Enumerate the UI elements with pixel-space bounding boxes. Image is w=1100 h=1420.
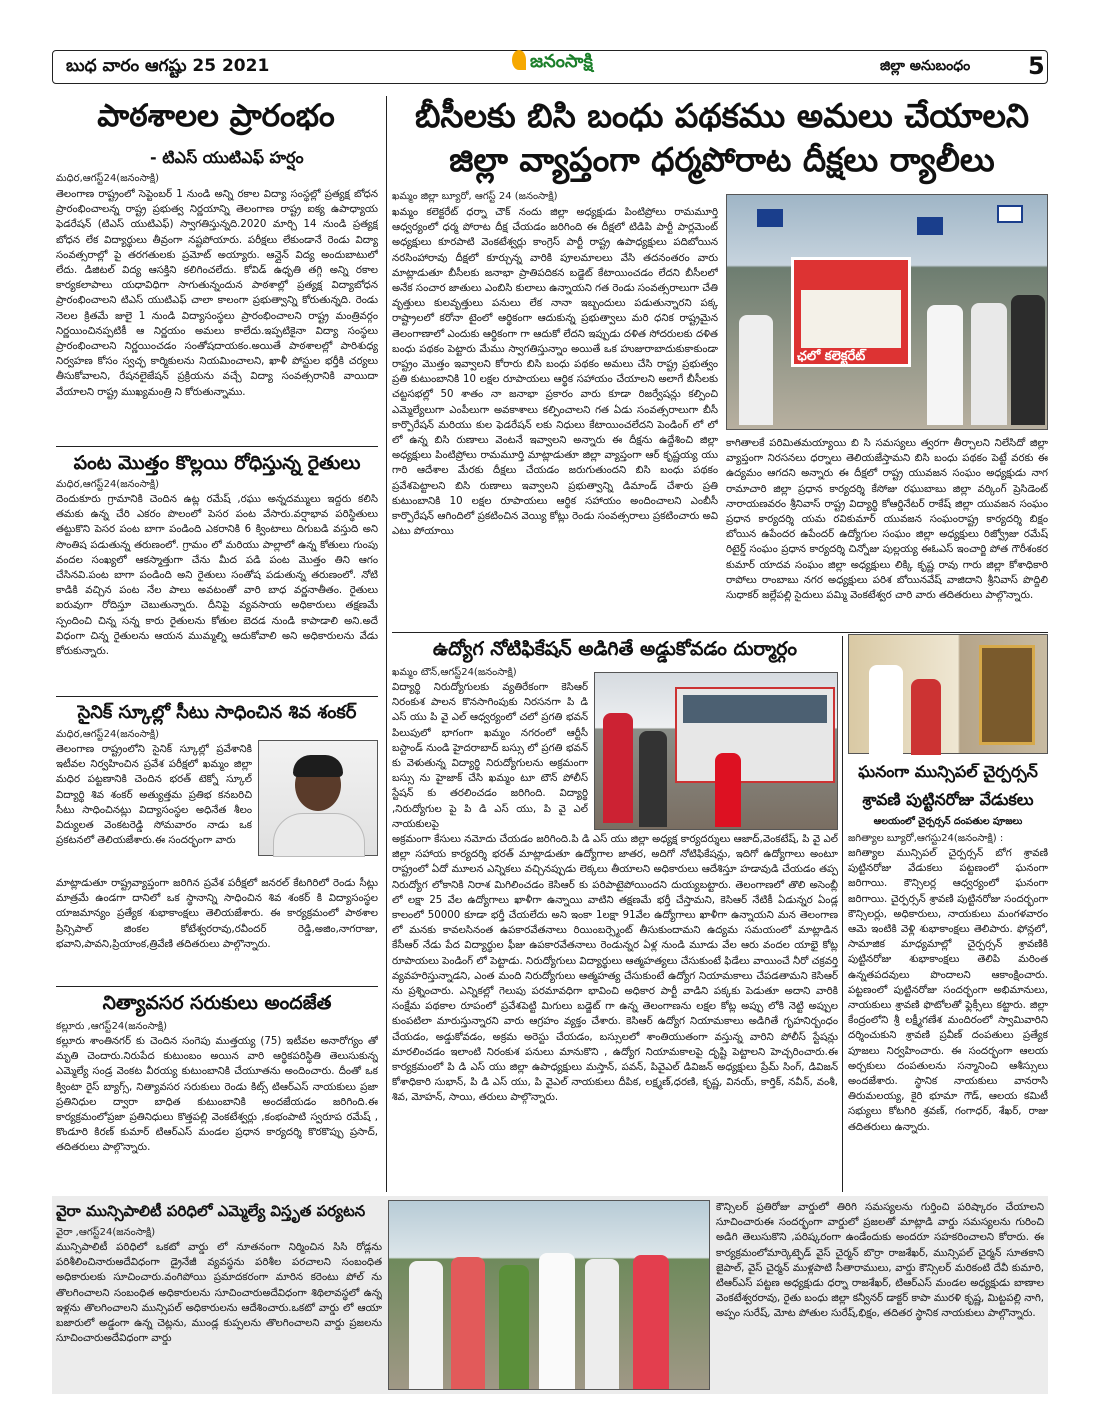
left-story-4-headline: నిత్యావసర సరుకులు అందజేత	[102, 992, 332, 1014]
right-story-dateline: జగిత్యాల బ్యూరో,ఆగస్టు24(జనంసాక్షి) :	[848, 833, 1004, 844]
person-figure	[633, 1255, 669, 1389]
rally-photo	[726, 194, 1048, 430]
right-story-headline-1: ఘనంగా మున్సిపల్ చైర్పర్సన్	[858, 762, 1038, 781]
top-story-headline-1: బీసీలకు బిసి బంధు పథకము అమలు చేయాలని	[414, 96, 1030, 135]
left-story-3-body: మాట్లాడుతూ రాష్ట్రవ్యాప్తంగా జరిగిన ప్రవేశ పరీక్షలో జనరల్ కేటగిరిలో రెండు సీట్లు మాత్రమే ఉండగా దానిలో ఒక స్థానాన్ని సాధించిన శివ శంకర్ కి విద్యాసంస్థల యాజమాన్యం ప్రత్యేక శుభాకాంక్షలు తెలియజేశారు. ఈ కార్యక్రమంలో పాఠశాల ప్రిన్సిపాల్ జింకల కోటేశ్వరరావు,రవీందర్ రెడ్డి,అజిం,నాగరాజు, భవాని,పావని,ప్రియాంక,త్రివేణి తదితరులు పాల్గొన్నారు.	[56, 878, 378, 950]
bottom-story-body-right: కౌన్సిలర్ ప్రతిరోజు వార్డులో తిరిగి సమస్యలను గుర్తించి పరిష్కారం చేయాలని సూచించారుఈ సందర్భంగా వార్డులో ప్రజలతో మాట్లాడి వార్డు సమస్యలను గురించి అడిగి తెలుసుకొని ,పరిష్కరంగా ఉండేందుకు అందరూ సహకరించాలని కోరారు. ఈ కార్యక్రమంలోమార్కెట్ఫెడ్ వైస్ చైర్మన్ బొర్రా రాజశేఖర్, మున్సిపల్ చైర్మన్ సూతకాని జైపాల్, వైస్ చైర్మన్ ముళ్లపాటి సీతారాములు, వార్డు కౌన్సిలర్ మరికంటి దేవీ కుమారి, టిఆర్ఎస్ పట్టణ అధ్యక్షుడు ధర్నా రాజశేఖర్, టిఆర్ఎస్ మండల అధ్యక్షుడు బాణాల వెంకటేశ్వరరావు, రైతు బంధు జిల్లా కన్వీనర్ డాక్టర్ కాపా మురళి కృష్ణ, మిట్టపల్లి నాగి, అప్పం సురేష్, మోట పోతుల సురేష్,భిక్షం, తదితర స్థానిక నాయకులు పాల్గొన్నారు.	[716, 1202, 1044, 1320]
protester-figure	[971, 303, 1007, 425]
bottom-story-dateline: వైరా ,ఆగస్ట్24(జనంసాక్షి)	[56, 1227, 156, 1238]
bottom-story-body: మున్సిపాలిటీ పరిధిలో ఒకటో వార్డు లో నూతనంగా నిర్మించిన సిసి రోడ్లను పరిశీలించినారుఅదేవిధంగా డ్రైనేజీ వ్యవస్థను పరిశీల పరచాలని సంబంధిత అధికారులకు సూచించారు.వంగిపోయి ప్రమాదకరంగా మారిన కరెంటు పోల్ ను తొలగించాలని సంబంధిత అధికారులను సూచించారుఅదేవిధంగా శిథిలావస్థలో ఉన్న ఇళ్లను తొలగించాలని మున్సిపల్ అధికారులను ఆదేశించారు.ఒకటో వార్డు లో ఆయా బజారులో అడ్డంగా ఉన్న చెట్లను, ముండ్ల కుప్పలను తొలగించాలని వార్డు ప్రజలను సూచించారుఅదేవిధంగా వార్డు	[56, 1242, 382, 1345]
logo-leaf-icon	[512, 50, 526, 70]
left-story-1-headline: పాఠశాలల ప్రారంభం	[97, 98, 335, 134]
left-story-4-body: కల్లూరు శాంతినగర్ కు చెందిన సంగెపు ముత్తయ్య (75) ఇటీవల అనారోగ్యం తో మృతి చెందారు.నిరుపేద కుటుంబం అయిన వారి ఆర్థికపరిస్థితి తెలుసుకున్న ఎమ్మెల్యే సండ్ర వెంకట వీరయ్య కుటుంబానికి చేయూతను అందించారు. దీంతో ఒక క్వింటా రైస్ బ్యాగ్స్, నిత్యావసర సరుకులు రెండు కిట్స్ టిఆర్ఎస్ నాయకులు ప్రజా ప్రతినిధుల ద్వారా బాధిత కుటుంబానికి అందజేయడం జరిగింది.ఈ కార్యక్రమంలోప్రజా ప్రతినిధులు కొత్తపల్లి వెంకటేశ్వర్లు ,కంభంపాటి స్వరూప రమేష్ , కొండూరి కిరణ్ కుమార్ టిఆర్ఎస్ మండల ప్రధాన కార్యదర్శి కొరకొప్పు ప్రసాద్, తదితరులు పాల్గొన్నారు.	[56, 1036, 378, 1154]
top-story-body-col2: కాగితాలకే పరిమితమయ్యాయి బి సి సమస్యలు త్వరగా తీర్చాలని నిలేసిదో జిల్లా వ్యాప్తంగా నిరసనలు ధర్నాలు తెలియజేస్తామని బిసి బంధు పథకం పెట్టే వరకు ఈ ఉద్యమం ఆగదని అన్నారు ఈ దీక్షలో రాష్ట్ర యువజన సంఘం అధ్యక్షుడు నాగ రామాచారి జిల్లా ప్రధాన కార్యదర్శి కేసోజు రఘుబాబు జిల్లా వర్కింగ్ ప్రెసిడెంట్ నారాయణవరం శ్రీనివాస్ రాష్ట్ర విద్యార్థి కోఆర్డినేటర్ రాకేష్ జిల్లా యువజన సంఘం ప్రధాన కార్యదర్శి యమ రవికుమార్ యువజన సంఘంరాష్ట్ర కార్యదర్శి బిక్షం బోయిన ఉపేందర ఉపేందర్ ఉద్యోగుల సంఘం జిల్లా అధ్యక్షులు రిజ్వ్రోజు రమేష్ రిటైర్డ్ సంఘం ప్రధాన కార్యదర్శి చిన్నోజు పుల్లయ్య ఈఓఎస్ ఇంచార్జి పోత గౌరీశంకర కుమార్ యాదవ సంఘం జిల్లా అధ్యక్షులు లిక్కి కృష్ణ రావు గారు జిల్లా కోశాధికారి రాపోలు రాంబాబు నగర అధ్యక్షులు పరిశ బోయినవేష్ వాజిదాని శ్రీనివాస్ పొద్దిలి సుధాకర్ జల్లేపల్లి సైదులు పమ్మి వెంకటేశ్వర చారి వారు తదితరులు పాల్గొన్నారు.	[726, 438, 1048, 602]
mid-story-body: అక్రమంగా కేసులు నమోదు చేయడం జరిగింది.పి డి ఎస్ యు జిల్లా అధ్యక్ష కార్యదర్శులు ఆజాద్,వెంకటేష్, పి వై ఎల్ జిల్లా సహాయ కార్యదర్శి భరత్ మాట్లాడుతూ ఉద్యోగాల జాతర, అదిగో నోటిఫికేషన్లు, ఇదిగో ఉద్యోగాలు అంటూ రాష్ట్రంలో ఏదో మూలన ఎన్నికలు వచ్చినప్పుడు లెక్కలు తీయాలని అధికారులు ఆదేశిస్తూ హడావుడి చేయడం తప్ప నిరుద్యోగ లోకానికి నిరాశ మిగిలించడం కెసిఆర్ కు పరిపాటైపోయిందని దుయ్యబట్టారు. తెలంగాణలో తొలి అసెంబ్లీ లో లక్షా 25 వేల ఉద్యోగాలు ఖాళీగా ఉన్నాయి వాటిని తక్షణమే భర్తీ చేస్తామని, కెసిఆర్ నేటికీ ఏడున్నర ఏండ్ల కాలంలో 50000 కూడా భర్తీ చేయలేదు అని ఇంకా 1లక్షా 91వేల ఉద్యోగాలు ఖాళీగా ఉన్నాయని మన తెలంగాణ లో మనకు కావలసినంత ఉపకారవేతనాలు రియింబర్స్మెంట్ తీసుకుందామని ఉద్యమ సమయంలో మాట్లాడిన కేసీఆర్ నేడు పేద విద్యార్థుల ఫీజు ఉపకారవేతనాలు రెండున్నర ఏళ్ల నుండి మూడు వేల ఆరు వందల యాభై కోట్ల రూపాయలు పెండింగ్ లో పెట్టాడు. నిరుద్యోగులు విద్యార్థులు ఆత్మహత్యలు చేసుకుంటే ఫిడేలు వాయించే నీరో చక్రవర్తి వ్యవహరిస్తున్నాడని, ఎంత మంది నిరుద్యోగులు ఆత్మహత్య చేసుకుంటే ఉద్యోగ నియామకాలు చేపడతామని కెసిఆర్ ను ప్రశ్నించారు. ఎన్నికల్లో గెలుపు పరమావధిగా భావించి అధికార పార్టీ వాడిని పక్కకు పెడుతూ అదాని వారికి సంక్షేమ పథకాల రూపంలో ప్రవేశపెట్టి మిగులు బడ్జెట్ గా ఉన్న తెలంగాణను లక్షల కోట్ల అప్పు లోకి నెట్టి అప్పుల కుంపటిలా మారుస్తున్నారని వారు ఆగ్రహం వ్యక్తం చేశారు. కెసిఆర్ ఉద్యోగ నియామకాలు అడిగితే గృహనిర్బంధం చేయడం, అడ్డుకోవడం, అక్రమ అరెస్టు చేయడం, బస్సులలో శాంతియుతంగా వస్తున్న వారిని పోలీస్ స్టేషన్లు మారలించడం ఇలాంటి నిరంకుశ పనులు మానుకొని , ఉద్యోగ నియామకాలపై దృష్టి పెట్టాలని హెచ్చరించారు.ఈ కార్యక్రమంలో పి డి ఎస్ యు జిల్లా ఉపాధ్యక్షులు మస్తాన్, పవన్, పివైఎల్ డివిజన్ అధ్యక్షులు ప్రేమ్ సింగ్, డివిజన్ కోశాధికారి సుభాన్, పి డి ఎస్ యు, పి వైఎల్ నాయకులు దీపిక, లక్ష్మణ్,ధరణి, కృష్ణ, వినయ్, కార్తిక్, నవీన్, వంశీ, శివ, మోహన్, సాయి, తరులు పాల్గొన్నారు.	[392, 834, 838, 1104]
rally-banner-panel	[801, 290, 901, 348]
person-figure	[451, 1257, 485, 1389]
divider	[56, 446, 378, 447]
right-story-body: జగిత్యాల మున్సిపల్ చైర్పర్సన్ బోగ శ్రావణి పుట్టినరోజు వేడుకలు పట్టణంలో ఘనంగా జరిగాయి. కౌన్సిలర్ల ఆధ్వర్యంలో ఘనంగా జరిగాయి. చైర్పర్సన్ శ్రావణి పుట్టినరోజు సందర్భంగా కౌన్సిలర్లు, అధికారులు, నాయకులు మంగళవారం ఆమె ఇంటికి వెళ్లి శుభాకాంక్షలు తెలిపారు. ఫోన్లలో, సామాజిక మాధ్యమాల్లో చైర్పర్సన్ శ్రావణికి పుట్టినరోజు శుభాకాంక్షలు తెలిపి మరింత ఉన్నతపదవులు పొందాలని ఆకాంక్షించారు. పట్టణంలో పుట్టినరోజు సందర్భంగా అభిమానులు, నాయకులు శ్రావణి ఫొటోలతో ఫ్లెక్సీలు కట్టారు. జిల్లా కేంద్రంలోని శ్రీ లక్ష్మీగణేశ మందిరంలో స్వామివారిని దర్శించుకుని శ్రావణి ప్రవీణ్ దంపతులు ప్రత్యేక పూజలు నిర్వహించారు. ఈ సందర్భంగా ఆలయ అర్చకులు దంపతులను సన్మానించి ఆశీస్సులు అందజేశారు. స్థానిక నాయకులు వానరాసి తిరుమలయ్య, కైరి భూమా గౌడ్, ఆలయ కమిటీ సభ్యులు కోటగిరి శ్రవణ్, గంగాధర్, శేఖర్, రాజు తదితరులు ఉన్నారు.	[848, 848, 1048, 1133]
person-figure	[911, 679, 941, 755]
top-story-headline-2: జిల్లా వ్యాప్తంగా ధర్మపోరాట దీక్షలు ర్యాలీలు	[449, 140, 995, 179]
right-story-headline-2: శ్రావణి పుట్టినరోజు వేడుకలు	[862, 790, 1034, 809]
party-flag	[917, 217, 943, 235]
person-figure	[869, 665, 903, 755]
top-story-dateline: ఖమ్మం జిల్లా బ్యూరో, ఆగస్ట్ 24 (జనంసాక్షి)	[392, 191, 558, 202]
left-story-3-headline: సైనిక్ స్కూల్లో సీటు సాధించిన శివ శంకర్	[77, 702, 357, 723]
newspaper-logo	[512, 50, 593, 76]
rally-banner-text: ఛలో కలెక్టరేట్	[797, 349, 866, 364]
left-story-2-body: దెందుకూరు గ్రామానికి చెందిన ఉట్ల రమేష్ ,రఘు అన్నదమ్ములు ఇద్దరు కలిసి తమకు ఉన్న చేరి ఎకరం పొలంలో పెసర పంట వేసారు.వర్షాభావ పరిస్థితులు తట్టుకొని పెసర పంట బాగా పండింది ఎకరానికి 6 క్వింటాలు దిగుబడి వస్తుది అని సొంతిష పడుతున్న తరుణంలో. గ్రామం లో మరియు పాల్లాలో ఉన్న కోతులు గుంపు వందల సంఖ్యలో ఆకస్మాత్తుగా చేను మీద పడి పంట మొత్తం తిని ఆగం చేసినవి.పంట బాగా పండింది అని రైతులు సంతోష పడుతున్న తరుణంలో. నోటి కాడికి వచ్చిన పంట నేల పాలు అవటంతో వారి బాధ వర్ణనాతీతం. రైతులు ఐరువుగా రోదిస్తూ చెబుతున్నారు. దీనిపై వ్యవసాయ అధికారులు తక్షణమే స్పందించి చిన్న సన్న కారు రైతులను కోతుల బెదడ నుండి కాపాడాలి అని.అదే విధంగా చిన్న రైతులను ఆయన ముమ్మల్ని ఆదుకోవాలి అని అధికారులను వేడు కోరుకున్నారు.	[56, 494, 378, 658]
protester-figure	[639, 731, 667, 827]
protester-figure	[739, 315, 773, 425]
column-divider	[842, 636, 843, 1192]
party-flag	[757, 209, 783, 227]
person-figure	[499, 1265, 529, 1389]
top-story-body-col1: ఖమ్మం కలెక్టరేట్ ధర్నా చౌక్ నందు జిల్లా అధ్యక్షుడు పింటిప్రోలు రామమూర్తి ఆధ్వర్యంలో ధర్మ పోరాట దీక్ష చేయడం జరిగింది ఈ దీక్షలో టిడిపి పార్టీ పార్లమెంట్ అధ్యక్షులు కూరపాటి వెంకటేశ్వర్లు కాంగ్రెస్ పార్టీ రాష్ట్ర ఉపాధ్యక్షులు పదిబోయిన నరసింహారావు దీక్షలో కూర్చున్న వారికి పూలమాలలు వేసి తదనంతరం వారు మాట్లాడుతూ బీసీలకు జనాభా ప్రాతిపదికన బడ్జెట్ కేటాయించడం లేదని బీసీలలో అనేక సంచార జాతులు ఎంబిసి కులాలు ఉన్నాయని గత రెండు సంవత్సరాలుగా చేతి వృత్తులు కులవృత్తులు పనులు లేక నానా ఇబ్బందులు పడుతున్నారని పక్క రాష్ట్రాలలో కరోనా టైంలో ఆర్థికంగా ఆదుకున్న ప్రభుత్వాలు మరి ధనిక రాష్ట్రమైన తెలంగాణాలో ఎందుకు ఆర్థికంగా గా ఆదుకో లేదని ఇప్పుడు దళిత సోదరులకు దళిత బంధు పథకం పెట్టారు మేము స్వాగతిస్తున్నాం అయితే ఒక హుజురాబాదుకుకాకుండా రాష్ట్రం మొత్తం ఇవ్వాలని కోరారు బిసి బంధు పథకం అమలు చేసి రాష్ట్ర ప్రభుత్వం ప్రతి కుటుంబానికి 10 లక్షల రూపాయలు ఆర్థిక సహాయం చేయాలని అలాగే బీసీలకు చట్టసభల్లో 50 శాతం నా జనాభా ప్రకారం వారు కూడా రిజర్వేషన్లు కల్పించి ఎమ్మెల్యేలుగా ఎంపీలుగా అవకాశాలు కల్పించాలని గత ఏడు సంవత్సరాలుగా బీసీ కార్పొరేషన్ మరియు కుల ఫెడరేషన్ లకు నిధులు కేటాయించలేదని పెండింగ్ లో లో లో ఉన్న బిసి రుణాలు వెంటనే ఇవ్వాలని అన్నారు ఈ దీక్షను ఉద్దేశించి జిల్లా అధ్యక్షులు పింటిప్రోలు రామమూర్తి మాట్లాడుతూ జిల్లా వ్యాప్తంగా ఆర్ కృష్ణయ్య యు గారి ఆదేశాల మేరకు దీక్షలు చేయడం జరుగుతుందని బిసి బంధు పథకం ప్రవేశపెట్టాలని బిసి రుణాలు ఇవ్వాలని ప్రభుత్వాన్ని డిమాండ్ చేశారు ప్రతి కుటుంబానికి 10 లక్షల రూపాయలు ఆర్థిక సహాయం అందించాలని ఎంబీసీ కార్పొరేషన్ ఆగిందిలో ప్రకటించిన వెయ్యి కోట్లు రెండు సంవత్సరాలు ప్రకటించారు అవి ఎటు పోయాయి	[392, 207, 718, 538]
divider	[56, 986, 378, 987]
divider	[392, 632, 1048, 633]
issue-date: బుధ వారం ఆగష్టు 25 2021	[66, 56, 270, 76]
left-story-4-dateline: కల్లూరు ,ఆగస్ట్24(జనంసాక్షి)	[56, 1021, 168, 1032]
left-story-1-dateline: మధిర,ఆగస్ట్24(జనంసాక్షి)	[56, 173, 160, 184]
left-story-2-headline: పంట మొత్తం కొల్లయి రోధిస్తున్న రైతులు	[73, 452, 361, 474]
left-story-1-body: తెలంగాణ రాష్ట్రంలో సెప్టెంబర్ 1 నుండి అన్ని రకాల విద్యా సంస్థల్లో ప్రత్యక్ష బోధన ప్రారంభించాలన్న రాష్ట్ర ప్రభుత్వ నిర్ణయాన్ని తెలంగాణ రాష్ట్ర ఐక్య ఉపాధ్యాయ ఫెడరేషన్ (టిఎస్ యుటిఎఫ్) స్వాగతిస్తున్నది.2020 మార్చి 14 నుండి ప్రత్యక్ష బోధన లేక విద్యార్థులు తీవ్రంగా నష్టపోయారు. పరీక్షలు లేకుండానే రెండు విద్యా సంవత్సరాల్లో పై తరగతులకు ప్రమోట్ అయ్యారు. ఆన్లైన్ విద్య అందుబాటులో లేదు. డిజిటల్ విద్య ఆసక్తిని కలిగించలేదు. కోవిడ్ ఉధృతి తగ్గి అన్ని రకాల కార్యకలాపాలు యధావిధిగా సాగుతున్నందున పాఠశాల్లో ప్రత్యక్ష విద్యాబోధన ప్రారంభించాలని టిఎస్ యుటిఎఫ్ చాలా కాలంగా ప్రభుత్వాన్ని కోరుతున్నది. రెండు నెలల క్రితమే జులై 1 నుండి విద్యాసంస్థలు ప్రారంభించాలని రాష్ట్ర మంత్రివర్గం నిర్ణయించినప్పటికీ ఆ నిర్ణయం అమలు కాలేదు.ఇప్పటికైనా విద్యా సంస్థలు ప్రారంభించాలని నిర్ణయించడం సంతోషదాయకం.అయితే పాఠశాలల్లో పారిశుధ్య నిర్వహణ కోసం స్వచ్ఛ కార్మికులను నియమించాలని, ఖాళీ పోస్టుల భర్తీకి చర్యలు తీసుకోవాలని, రేషనలైజేషన్ ప్రక్రియను వచ్చే విద్యా సంవత్సరానికి వాయిదా వేయాలని రాష్ట్ర ముఖ్యమంత్రి ని కోరుతున్నాము.	[56, 189, 378, 398]
bottom-story-headline: వైరా మున్సిపాలిటీ పరిధిలో ఎమ్మెల్యే విస్తృత పర్యటన	[56, 1202, 366, 1220]
logo-text: జనంసాక్షి	[530, 51, 593, 72]
mla-visit-photo	[388, 1200, 710, 1390]
protester-figure	[1011, 295, 1045, 425]
left-story-1-subhead: - టిఎస్ యుటిఎఫ్ హర్షం	[150, 148, 304, 167]
right-story-subhead: ఆలయంలో చైర్పర్సన్ దంపతుల పూజలు	[873, 816, 1023, 827]
protest-bus-photo	[594, 672, 838, 830]
person-figure	[585, 1259, 619, 1389]
left-story-3-body-wrap: తెలంగాణ రాష్ట్రంలోని సైనిక్ స్కూల్లో ప్రవేశానికి ఇటీవల నిర్వహించిన ప్రవేశ పరీక్షలో ఖమ్మం జిల్లా మధిర పట్టణానికి చెందిన భరత్ టెక్నో స్కూల్ విద్యార్థి శివ శంకర్ అత్యుత్తమ ప్రతిభ కనబరిచి సీటు సాధించినట్లు విద్యాసంస్థల అధినేత శీలం విద్యులత వెంకటరెడ్డి సోమవారం నాడు ఒక ప్రకటనలో తెలియజేశారు.ఈ సందర్భంగా వారు	[56, 744, 252, 847]
column-divider	[386, 96, 387, 1192]
protester-figure	[603, 713, 633, 823]
section-name: జిల్లా అనుబంధం	[880, 58, 971, 74]
mid-story-body-wrap: విద్యార్థి నిరుద్యోగులకు వ్యతిరేకంగా కెసిఆర్ నిరంకుశ పాలన కొనసాగింపుకు నిరసనగా పి డి ఎస్ యు పి వై ఎల్ ఆధ్వర్యంలో చలో ప్రగతి భవన్ పిలుపులో భాగంగా ఖమ్మం నగరంలో ఆర్టీసీ బస్టాండ్ నుండి హైదరాబాద్ బస్సు లో ప్రగతి భవన్ కు వెళుతున్న విద్యార్థి నిరుద్యోగులను అక్రమంగా బస్సు ను హైజాక్ చేసి ఖమ్మం టూ టౌన్ పోలీస్ స్టేషన్ కు తరలించడం జరిగింది. విద్యార్థి ,నిరుద్యోగుల పై పి డి ఎస్ యు, పి వై ఎల్ నాయకులపై	[392, 682, 588, 830]
left-story-3-dateline: మధిర,ఆగస్ట్24(జనంసాక్షి)	[56, 729, 160, 740]
portrait-shirt	[273, 813, 365, 857]
person-figure	[409, 1261, 443, 1389]
portrait-hair	[293, 755, 343, 777]
divider	[56, 696, 378, 697]
person-figure	[539, 1253, 575, 1389]
mid-story-headline: ఉద్యోగ నోటిఫికేషన్ అడిగితే అడ్డుకోవడం దుర్మార్గం	[432, 638, 798, 660]
student-portrait-photo	[258, 740, 378, 856]
temple-altar	[979, 645, 1035, 745]
protester-figure	[927, 305, 963, 425]
mid-story-dateline: ఖమ్మం టౌన్,ఆగస్ట్24(జనంసాక్షి)	[392, 667, 517, 678]
party-flag	[997, 205, 1023, 223]
page-number: 5	[1028, 52, 1045, 80]
left-story-2-dateline: మధిర,ఆగస్ట్24(జనంసాక్షి)	[56, 479, 160, 490]
bus-windows	[683, 695, 827, 723]
protester-figure	[715, 753, 741, 827]
birthday-temple-photo	[848, 634, 1048, 754]
